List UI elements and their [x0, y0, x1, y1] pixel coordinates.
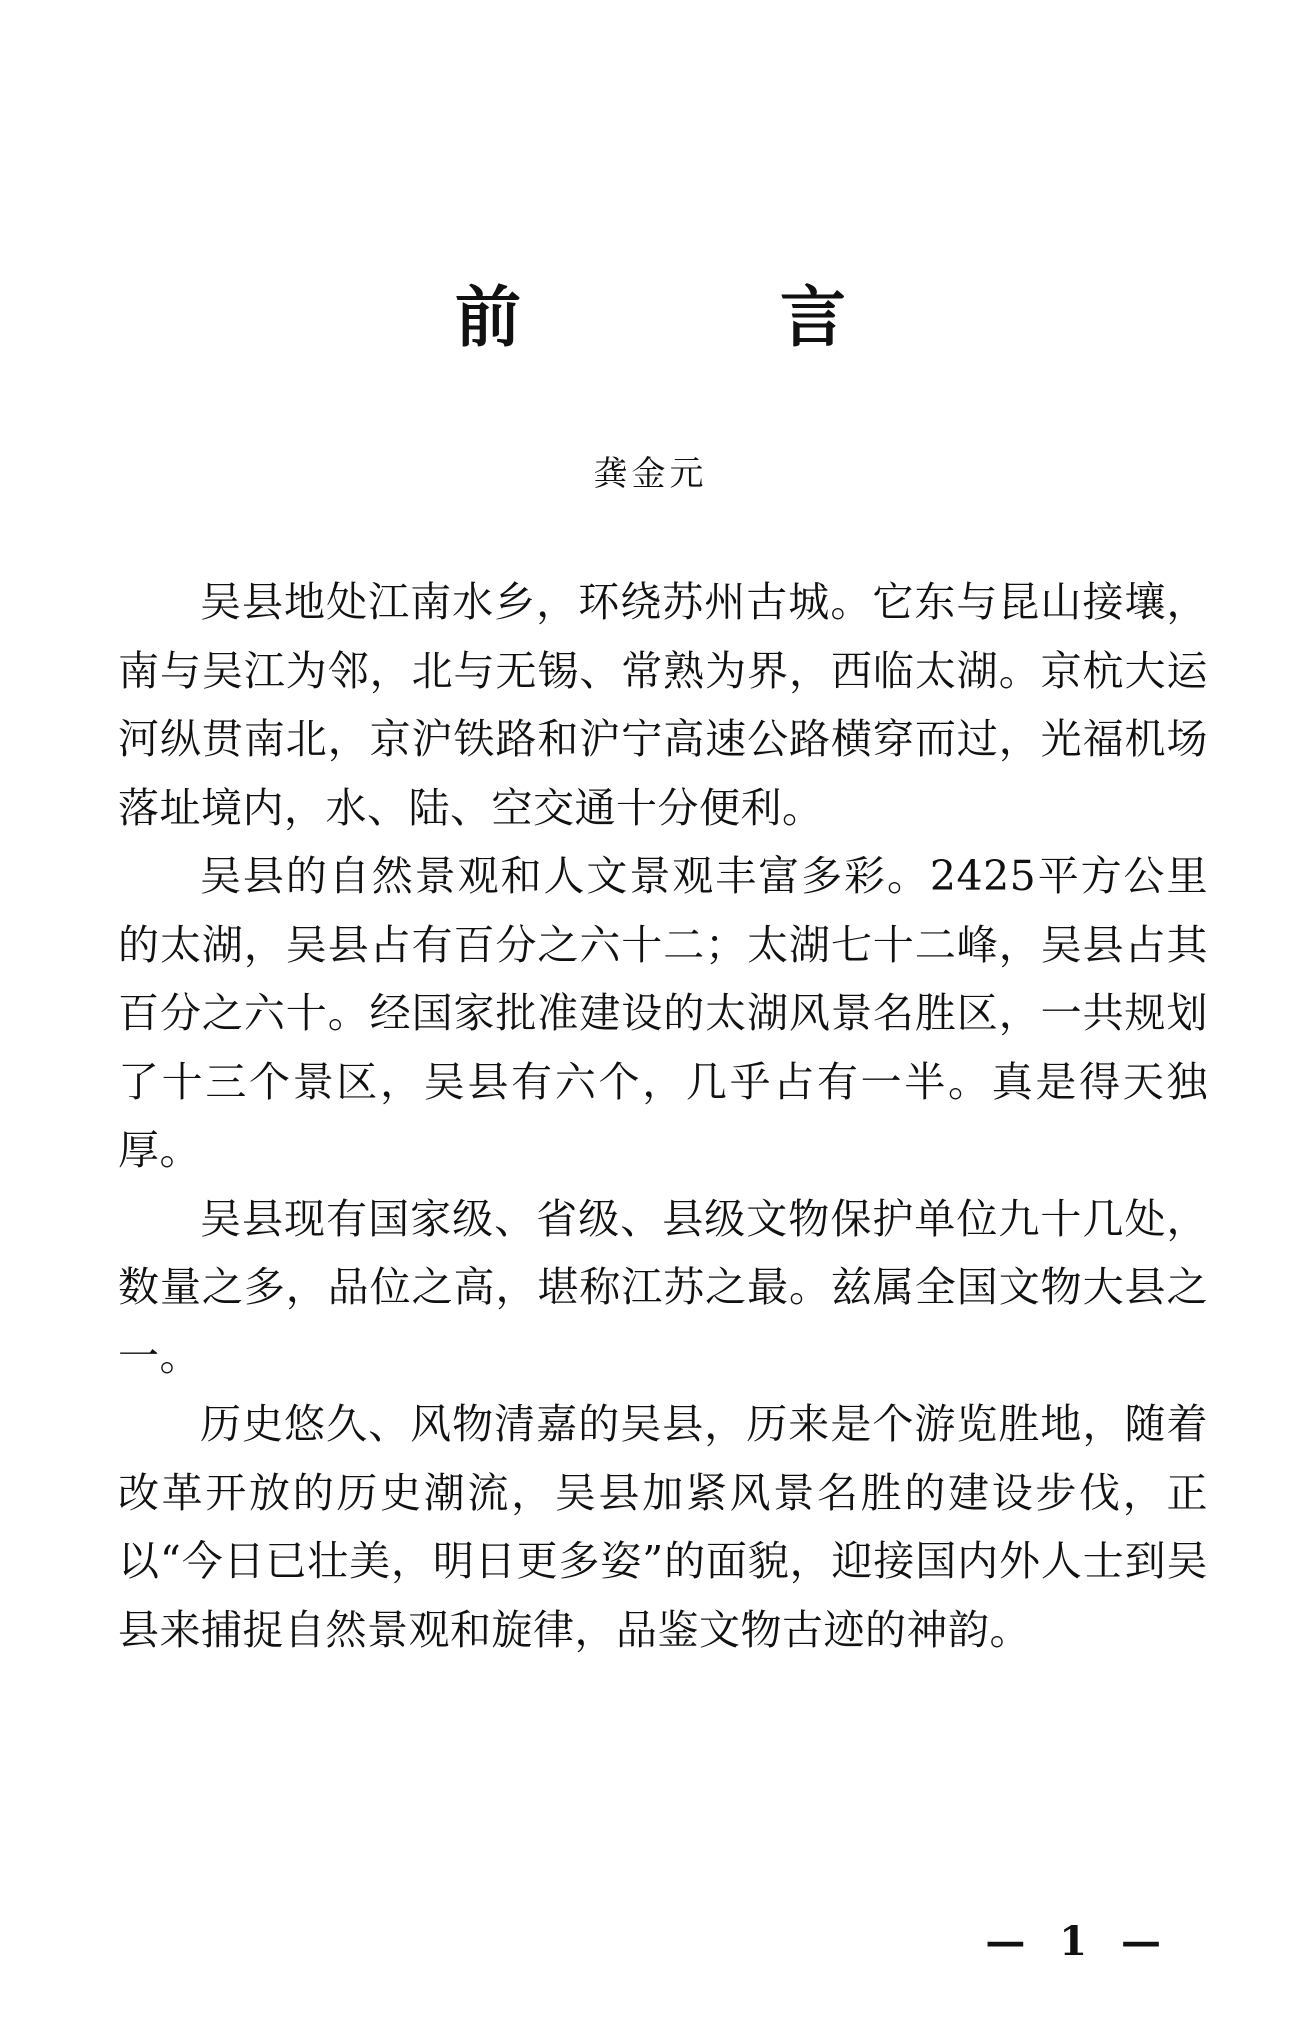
page-title: 前 言	[455, 279, 964, 356]
body-text	[118, 568, 1208, 1664]
author-name: 龚金元	[593, 454, 708, 494]
paragraph-3: 吴县现有国家级、省级、县级文物保护单位九十几处，数量之多，品位之高，堪称江苏之最。兹属全国文物大县之一。	[118, 1194, 1208, 1380]
paragraph-4: 历史悠久、风物清嘉的吴县，历来是个游览胜地，随着改革开放的历史潮流，吴县加紧风景名胜的建设步伐，正以“今日已壮美，明日更多姿”的面貌，迎接国内外人士到吴县来捕捉自然景观和旋律，品鉴文物古迹的神韵。	[118, 1400, 1208, 1654]
paragraph-2: 吴县的自然景观和人文景观丰富多彩。2425平方公里的太湖，吴县占有百分之六十二；太湖七十二峰，吴县占其百分之六十。经国家批准建设的太湖风景名胜区，一共规划了十三个景区，吴县有六个，几乎占有一半。真是得天独厚。	[118, 852, 1208, 1174]
paragraph-1: 吴县地处江南水乡，环绕苏州古城。它东与昆山接壤，南与吴江为邻，北与无锡、常熟为界，西临太湖。京杭大运河纵贯南北，京沪铁路和沪宁高速公路横穿而过，光福机场落址境内，水、陆、空交通十分便利。	[118, 578, 1208, 832]
page-number: — 1 —	[985, 1918, 1171, 1965]
